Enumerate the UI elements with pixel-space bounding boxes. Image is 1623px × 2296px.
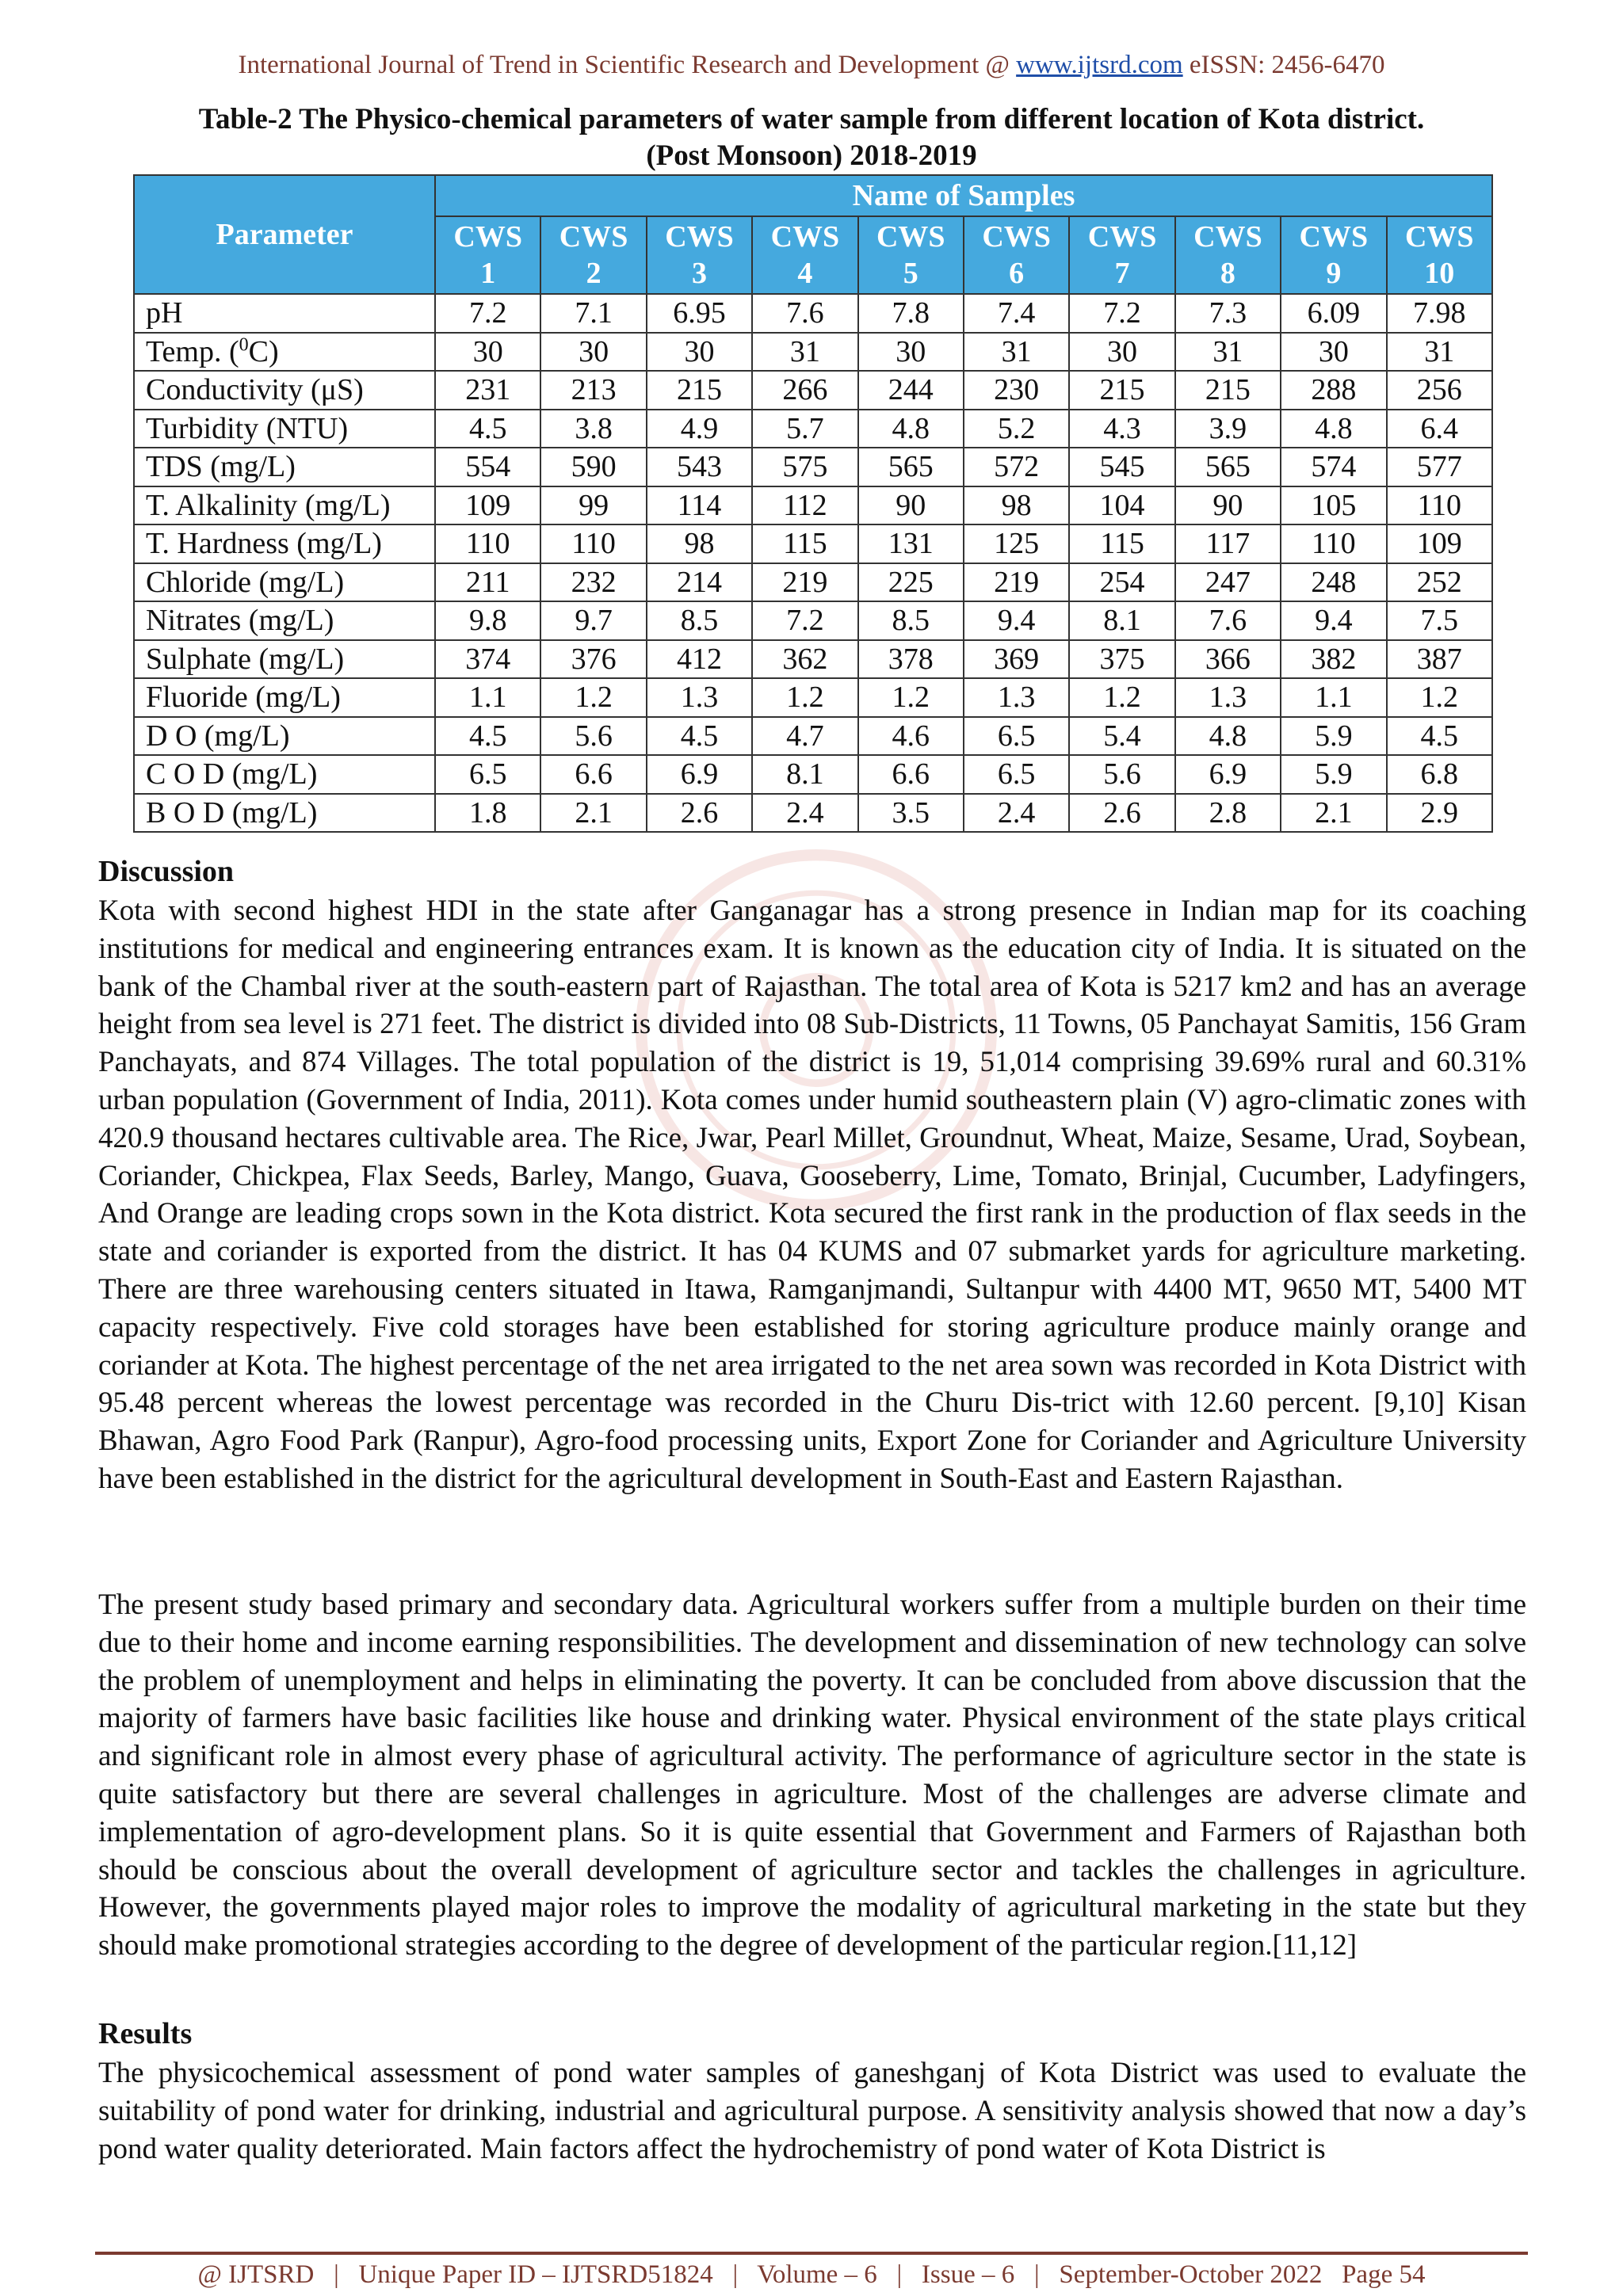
table-row	[134, 563, 1492, 602]
parameter-name	[134, 678, 435, 717]
table-cell: 8.1	[752, 755, 857, 794]
table-cell: 1.1	[1281, 678, 1386, 717]
table-cell: 110	[540, 524, 646, 563]
discussion-paragraph-2: The present study based primary and secondary data. Agricultural workers suffer from a multiple burden on their time due to their home and income earning responsibilities. The development and dissemination of new technology can solve the problem of unemployment and helps in eliminating the poverty. It can be concluded from above discussion that the majority of farmers have basic facilities like house and drinking water. Physical environment of the state plays critical and significant role in almost every phase of agricultural activity. The performance of agriculture sector in the state is quite satisfactory but there are several challenges in agriculture. Most of the challenges are adverse climate and implementation of agro-development plans. So it is quite essential that Government and Farmers of Rajasthan both should be conscious about the overall development of agriculture sector and tackles the challenges in agriculture. However, the governments played major roles to improve the modality of agricultural marketing in the state but they should make promotional strategies according to the degree of development of the particular region.[11,12]	[98, 1589, 1526, 1962]
table-cell: 115	[752, 524, 857, 563]
table-cell: 114	[647, 486, 752, 525]
sample-column-header-line1: CWS	[770, 220, 840, 254]
page-footer: @ IJTSRD | Unique Paper ID – IJTSRD51824 | Volume – 6 | Issue – 6 | September-October 2022 Page 54	[197, 2260, 1426, 2289]
table-row	[134, 524, 1492, 563]
table-cell: 7.6	[752, 294, 857, 333]
parameter-label: Conductivity (μS)	[146, 373, 364, 407]
sample-column-header-line2: 5	[903, 257, 918, 290]
table-cell: 231	[435, 371, 540, 410]
table-row	[134, 448, 1492, 486]
sample-column-header	[647, 216, 752, 294]
table-row	[134, 755, 1492, 794]
journal-issn: eISSN: 2456-6470	[1182, 51, 1385, 79]
table-cell: 211	[435, 563, 540, 602]
table-cell: 4.8	[1175, 717, 1281, 756]
table-cell: 30	[540, 333, 646, 372]
table-cell: 219	[752, 563, 857, 602]
table-cell: 375	[1069, 640, 1174, 679]
table-cell: 6.8	[1387, 755, 1492, 794]
table-cell: 6.9	[647, 755, 752, 794]
sample-column-header	[540, 216, 646, 294]
results-heading: Results	[98, 2017, 193, 2050]
table-caption-line1: Table-2 The Physico-chemical parameters of water sample from different location of Kota district.	[198, 103, 1425, 135]
table-cell: 1.3	[964, 678, 1069, 717]
sample-column-header-line1: CWS	[1299, 220, 1369, 254]
table-cell: 2.4	[964, 794, 1069, 833]
table-cell: 7.2	[752, 601, 857, 640]
table-cell: 4.7	[752, 717, 857, 756]
table-cell: 30	[1281, 333, 1386, 372]
sample-column-header	[1175, 216, 1281, 294]
parameter-column-header: Parameter	[134, 175, 435, 294]
table-cell: 376	[540, 640, 646, 679]
parameter-name	[134, 563, 435, 602]
table-cell: 105	[1281, 486, 1386, 525]
table-cell: 247	[1175, 563, 1281, 602]
table-cell: 117	[1175, 524, 1281, 563]
sample-column-header-line1: CWS	[1087, 220, 1157, 254]
table-cell: 109	[435, 486, 540, 525]
parameter-name	[134, 717, 435, 756]
parameter-name	[134, 448, 435, 486]
sample-column-header-line2: 7	[1114, 257, 1130, 290]
table-cell: 4.5	[647, 717, 752, 756]
parameter-name	[134, 410, 435, 448]
sample-column-header-line2: 9	[1326, 257, 1342, 290]
table-cell: 2.4	[752, 794, 857, 833]
table-cell: 215	[1069, 371, 1174, 410]
table-cell: 6.95	[647, 294, 752, 333]
sample-column-header-line2: 10	[1424, 257, 1455, 290]
sample-column-header	[1281, 216, 1386, 294]
parameter-label: C O D (mg/L)	[146, 757, 318, 791]
table-row	[134, 333, 1492, 372]
parameter-label: T. Hardness (mg/L)	[146, 527, 382, 561]
table-cell: 4.8	[858, 410, 964, 448]
parameter-label: T. Alkalinity (mg/L)	[146, 488, 391, 522]
table-cell: 1.2	[858, 678, 964, 717]
table-cell: 31	[752, 333, 857, 372]
table-cell: 5.7	[752, 410, 857, 448]
table-row	[134, 794, 1492, 833]
table-cell: 4.5	[435, 717, 540, 756]
table-cell: 6.9	[1175, 755, 1281, 794]
table-cell: 4.8	[1281, 410, 1386, 448]
table-cell: 6.5	[964, 717, 1069, 756]
table-cell: 378	[858, 640, 964, 679]
table-cell: 9.7	[540, 601, 646, 640]
table-cell: 112	[752, 486, 857, 525]
table-cell: 7.4	[964, 294, 1069, 333]
table-row	[134, 717, 1492, 756]
sample-column-header	[1069, 216, 1174, 294]
table-row	[134, 640, 1492, 679]
parameters-table	[133, 174, 1493, 833]
table-cell: 2.6	[647, 794, 752, 833]
table-cell: 2.1	[1281, 794, 1386, 833]
table-cell: 30	[647, 333, 752, 372]
parameter-name	[134, 333, 435, 372]
table-cell: 4.5	[1387, 717, 1492, 756]
parameter-label: Nitrates (mg/L)	[146, 604, 334, 638]
table-cell: 565	[1175, 448, 1281, 486]
table-row	[134, 294, 1492, 333]
table-cell: 575	[752, 448, 857, 486]
table-cell: 215	[647, 371, 752, 410]
table-cell: 7.2	[435, 294, 540, 333]
table-cell: 554	[435, 448, 540, 486]
table-cell: 2.6	[1069, 794, 1174, 833]
table-cell: 109	[1387, 524, 1492, 563]
table-cell: 543	[647, 448, 752, 486]
results-paragraph-1: The physicochemical assessment of pond water samples of ganeshganj of Kota District was used to evaluate the suitability of pond water for drinking, industrial and agricultural purpose. A sensitivity analysis showed that now a day’s pond water quality deteriorated. Main factors affect the hydrochemistry of pond water of Kota District is	[98, 2057, 1526, 2165]
parameter-label: D O (mg/L)	[146, 719, 290, 753]
table-row	[134, 601, 1492, 640]
sample-column-header	[964, 216, 1069, 294]
sample-column-header-line1: CWS	[1404, 220, 1474, 254]
table-cell: 99	[540, 486, 646, 525]
table-cell: 590	[540, 448, 646, 486]
table-cell: 9.4	[1281, 601, 1386, 640]
table-cell: 31	[1175, 333, 1281, 372]
table-cell: 110	[1281, 524, 1386, 563]
table-cell: 574	[1281, 448, 1386, 486]
parameter-label: Sulphate (mg/L)	[146, 642, 345, 676]
table-cell: 214	[647, 563, 752, 602]
table-cell: 9.4	[964, 601, 1069, 640]
table-cell: 366	[1175, 640, 1281, 679]
table-cell: 565	[858, 448, 964, 486]
parameter-name	[134, 294, 435, 333]
table-cell: 5.2	[964, 410, 1069, 448]
table-cell: 31	[964, 333, 1069, 372]
table-cell: 7.2	[1069, 294, 1174, 333]
table-cell: 3.5	[858, 794, 964, 833]
table-cell: 230	[964, 371, 1069, 410]
journal-name: International Journal of Trend in Scientific Research and Development @	[238, 51, 1017, 79]
table-cell: 5.6	[540, 717, 646, 756]
sample-column-header-line1: CWS	[1193, 220, 1262, 254]
sample-column-header-line2: 1	[480, 257, 496, 290]
sample-column-header	[752, 216, 857, 294]
sample-column-header-line1: CWS	[876, 220, 945, 254]
sample-column-header-line2: 4	[797, 257, 813, 290]
table-cell: 30	[1069, 333, 1174, 372]
table-cell: 5.4	[1069, 717, 1174, 756]
table-cell: 254	[1069, 563, 1174, 602]
discussion-paragraph-1: Kota with second highest HDI in the state after Ganganagar has a strong presence in Indian map for its coaching institutions for medical and engineering entrances exam. It is known as the education city of India. It is situated on the bank of the Chambal river at the south-eastern part of Rajasthan. The total area of Kota is 5217 km2 and has an average height from sea level is 271 feet. The district is divided into 08 Sub-Districts, 11 Towns, 05 Panchayat Samitis, 156 Gram Panchayats, and 874 Villages. The total population of the district is 19, 51,014 comprising 39.69% rural and 60.31% urban population (Government of India, 2011). Kota comes under humid southeastern plain (V) agro-climatic zones with 420.9 thousand hectares cultivable area. The Rice, Jwar, Pearl Millet, Groundnut, Wheat, Maize, Sesame, Urad, Soybean, Coriander, Chickpea, Flax Seeds, Barley, Mango, Guava, Gooseberry, Lime, Tomato, Brinjal, Cucumber, Ladyfingers, And Orange are leading crops sown in the Kota district. Kota secured the first rank in the production of flax seeds in the state and coriander is exported from the district. It has 04 KUMS and 07 submarket yards for agriculture marketing. There are three warehousing centers situated in Itawa, Ramganjmandi, Sultanpur with 4400 MT, 9650 MT, 5400 MT capacity respectively. Five cold storages have been established for storing agriculture produce mainly orange and coriander at Kota. The highest percentage of the net area irrigated to the net area sown was recorded in Kota District with 95.48 percent whereas the lowest percentage was recorded in the Churu Dis-trict with 12.60 percent. [9,10] Kisan Bhawan, Agro Food Park (Ranpur), Agro-food processing units, Export Zone for Coriander and Agriculture University have been established in the district for the agricultural development in South-East and Eastern Rajasthan.	[98, 894, 1526, 1495]
table-cell: 9.8	[435, 601, 540, 640]
table-cell: 8.5	[858, 601, 964, 640]
parameter-name	[134, 486, 435, 525]
journal-url-link[interactable]: www.ijtsrd.com	[1016, 51, 1183, 79]
parameter-name	[134, 640, 435, 679]
table-cell: 125	[964, 524, 1069, 563]
table-cell: 1.2	[752, 678, 857, 717]
table-cell: 1.1	[435, 678, 540, 717]
table-cell: 90	[1175, 486, 1281, 525]
table-cell: 6.09	[1281, 294, 1386, 333]
table-cell: 110	[435, 524, 540, 563]
table-cell: 252	[1387, 563, 1492, 602]
table-caption-line2: (Post Monsoon) 2018-2019	[646, 139, 977, 172]
table-cell: 225	[858, 563, 964, 602]
discussion-heading: Discussion	[98, 855, 235, 888]
parameter-label: TDS (mg/L)	[146, 450, 296, 484]
table-cell: 382	[1281, 640, 1386, 679]
table-cell: 98	[647, 524, 752, 563]
table-cell: 369	[964, 640, 1069, 679]
table-cell: 31	[1387, 333, 1492, 372]
sample-column-header-line1: CWS	[453, 220, 522, 254]
parameter-name	[134, 371, 435, 410]
table-cell: 244	[858, 371, 964, 410]
table-cell: 7.3	[1175, 294, 1281, 333]
table-cell: 6.5	[964, 755, 1069, 794]
table-cell: 30	[858, 333, 964, 372]
parameter-superscript: 0	[239, 334, 249, 356]
table-cell: 5.6	[1069, 755, 1174, 794]
table-cell: 1.3	[647, 678, 752, 717]
parameter-label: pH	[146, 296, 183, 330]
sample-column-header-line1: CWS	[982, 220, 1051, 254]
running-header	[0, 51, 1623, 80]
table-caption	[95, 101, 1528, 174]
table-cell: 387	[1387, 640, 1492, 679]
table-row	[134, 486, 1492, 525]
parameter-label: Fluoride (mg/L)	[146, 681, 341, 715]
sample-column-header	[1387, 216, 1492, 294]
table-cell: 215	[1175, 371, 1281, 410]
sample-column-header-line2: 3	[691, 257, 707, 290]
table-row	[134, 371, 1492, 410]
table-cell: 2.1	[540, 794, 646, 833]
table-cell: 115	[1069, 524, 1174, 563]
table-cell: 577	[1387, 448, 1492, 486]
table-cell: 7.5	[1387, 601, 1492, 640]
table-cell: 7.6	[1175, 601, 1281, 640]
table-cell: 6.6	[858, 755, 964, 794]
table-cell: 1.2	[1387, 678, 1492, 717]
table-cell: 266	[752, 371, 857, 410]
table-cell: 7.8	[858, 294, 964, 333]
table-cell: 2.9	[1387, 794, 1492, 833]
table-cell: 131	[858, 524, 964, 563]
sample-column-header-line1: CWS	[665, 220, 734, 254]
parameter-name	[134, 601, 435, 640]
table-cell: 4.5	[435, 410, 540, 448]
sample-column-header-line2: 8	[1220, 257, 1235, 290]
table-cell: 90	[858, 486, 964, 525]
table-cell: 30	[435, 333, 540, 372]
parameter-name	[134, 794, 435, 833]
parameter-label-suffix: C)	[248, 334, 279, 368]
table-cell: 110	[1387, 486, 1492, 525]
table-cell: 572	[964, 448, 1069, 486]
table-cell: 1.2	[540, 678, 646, 717]
sample-column-header-line2: 6	[1009, 257, 1025, 290]
table-cell: 7.98	[1387, 294, 1492, 333]
table-row	[134, 678, 1492, 717]
table-cell: 1.3	[1175, 678, 1281, 717]
table-cell: 248	[1281, 563, 1386, 602]
table-row	[134, 410, 1492, 448]
table-cell: 362	[752, 640, 857, 679]
table-cell: 374	[435, 640, 540, 679]
table-cell: 4.9	[647, 410, 752, 448]
parameter-name	[134, 755, 435, 794]
table-cell: 6.6	[540, 755, 646, 794]
sample-column-header	[435, 216, 540, 294]
table-cell: 219	[964, 563, 1069, 602]
table-cell: 5.9	[1281, 755, 1386, 794]
sample-column-header-line2: 2	[586, 257, 601, 290]
samples-group-header: Name of Samples	[435, 175, 1492, 216]
parameter-label: Turbidity (NTU)	[146, 411, 349, 445]
table-cell: 4.3	[1069, 410, 1174, 448]
table-cell: 3.9	[1175, 410, 1281, 448]
table-cell: 213	[540, 371, 646, 410]
parameter-label: Temp. (	[146, 334, 239, 368]
sample-column-header	[858, 216, 964, 294]
sample-column-header-line1: CWS	[559, 220, 628, 254]
table-cell: 6.5	[435, 755, 540, 794]
table-cell: 1.2	[1069, 678, 1174, 717]
table-cell: 1.8	[435, 794, 540, 833]
table-cell: 98	[964, 486, 1069, 525]
table-cell: 104	[1069, 486, 1174, 525]
table-cell: 8.5	[647, 601, 752, 640]
table-cell: 3.8	[540, 410, 646, 448]
table-cell: 4.6	[858, 717, 964, 756]
parameter-label: Chloride (mg/L)	[146, 565, 345, 599]
table-cell: 288	[1281, 371, 1386, 410]
table-cell: 6.4	[1387, 410, 1492, 448]
parameter-name	[134, 524, 435, 563]
table-cell: 5.9	[1281, 717, 1386, 756]
table-cell: 2.8	[1175, 794, 1281, 833]
table-cell: 256	[1387, 371, 1492, 410]
table-cell: 7.1	[540, 294, 646, 333]
table-cell: 412	[647, 640, 752, 679]
table-cell: 545	[1069, 448, 1174, 486]
footer-rule	[95, 2252, 1528, 2255]
parameter-label: B O D (mg/L)	[146, 795, 318, 830]
table-cell: 232	[540, 563, 646, 602]
table-cell: 8.1	[1069, 601, 1174, 640]
